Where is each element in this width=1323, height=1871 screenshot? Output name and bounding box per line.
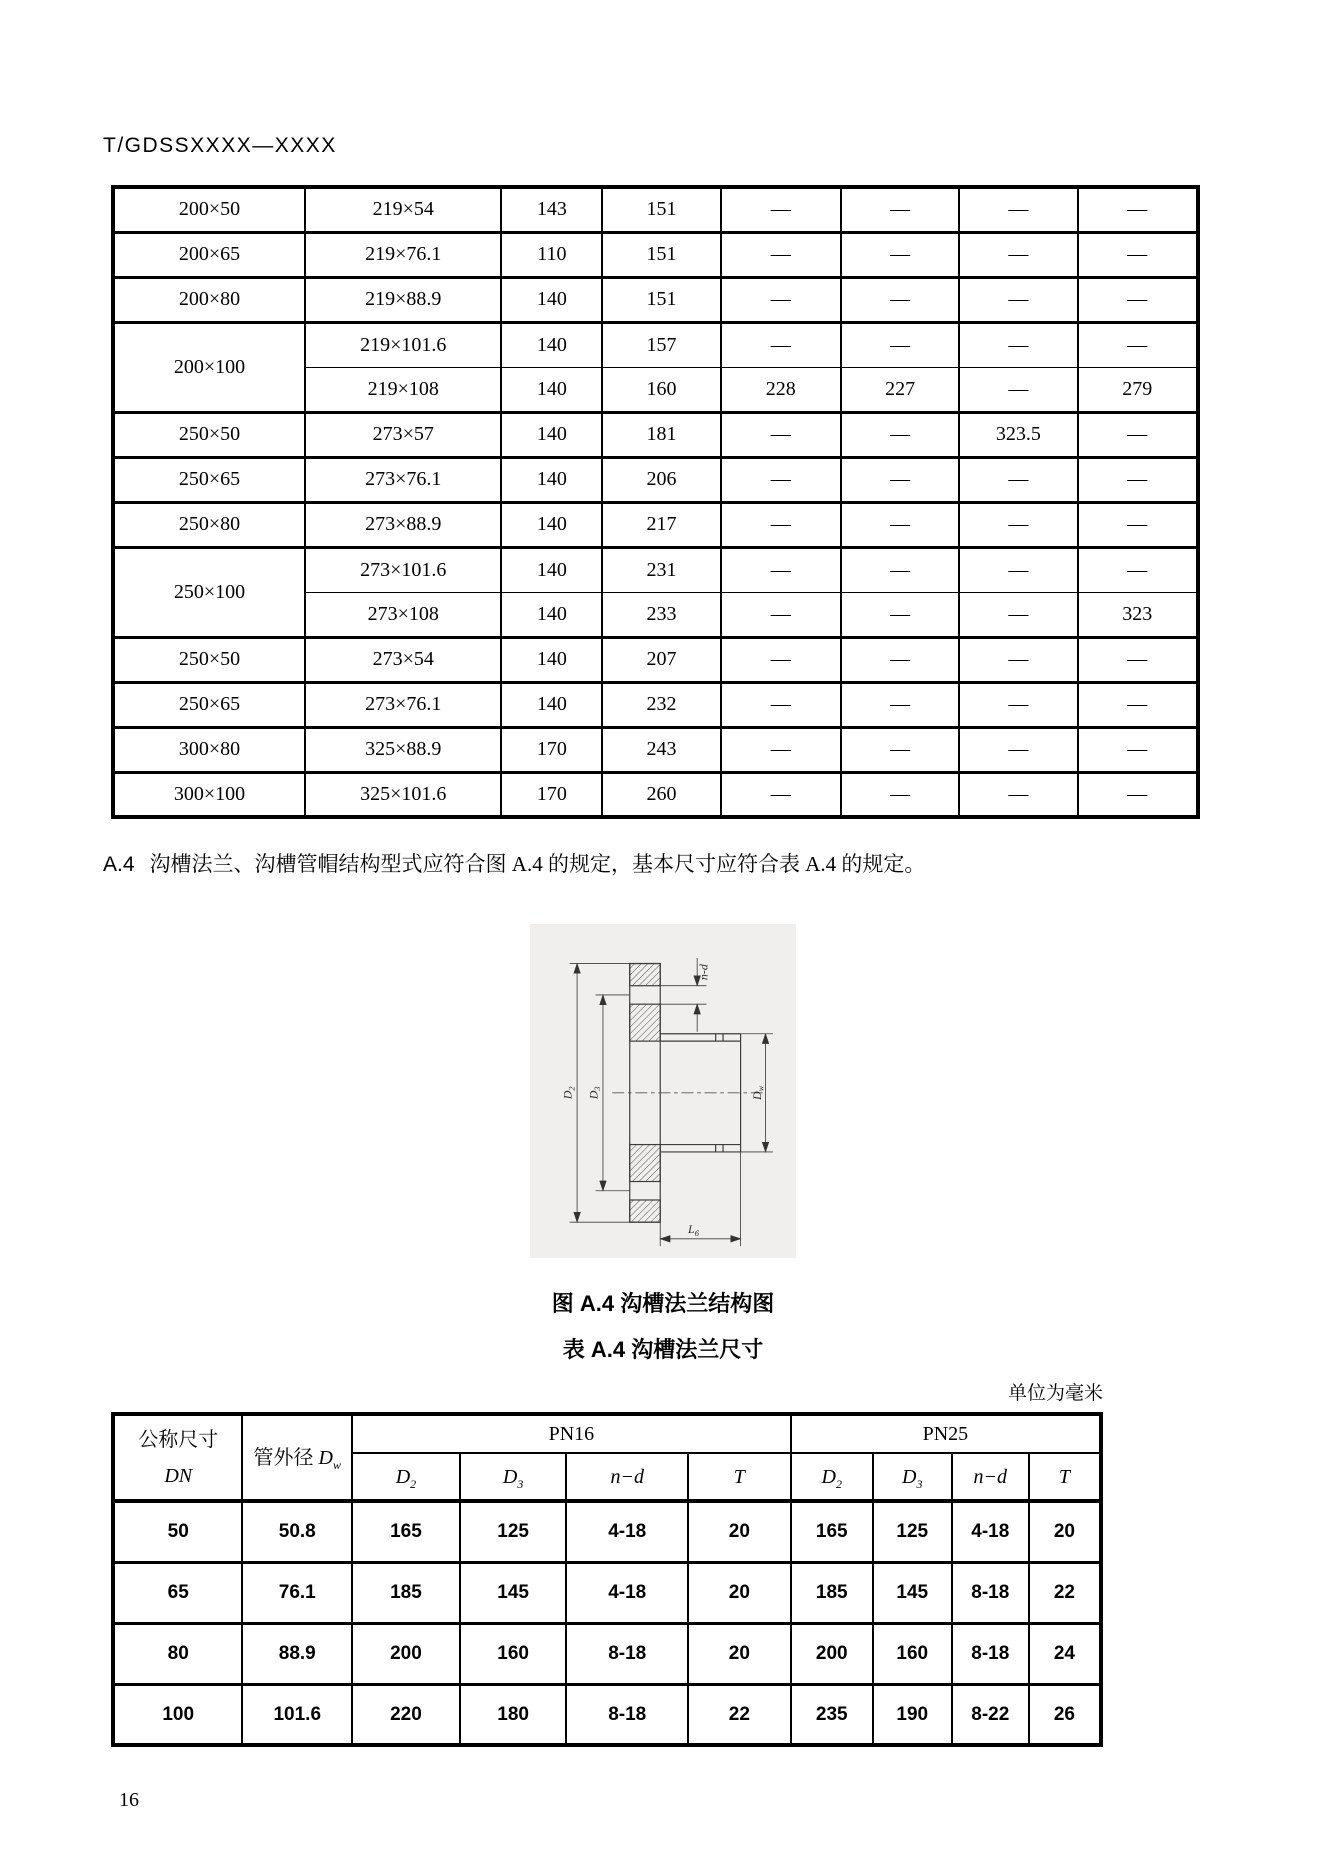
table-cell: 235	[791, 1684, 873, 1745]
table-cell: n−d	[952, 1453, 1029, 1501]
table-cell: 233	[602, 592, 720, 637]
table-cell: 273×108	[305, 592, 501, 637]
table-cell: —	[721, 277, 841, 322]
table-cell: —	[1078, 232, 1199, 277]
dim-label-dw: $D_w$	[749, 1086, 766, 1101]
table-cell: 300×100	[113, 772, 305, 817]
table-cell: n−d	[566, 1453, 688, 1501]
table-cell: 125	[873, 1501, 952, 1562]
table-cell: $D_3$	[460, 1453, 567, 1501]
table-cell: —	[841, 187, 959, 232]
table-cell: 181	[602, 412, 720, 457]
table-cell: 8-18	[566, 1623, 688, 1684]
table-cell: 8-22	[952, 1684, 1029, 1745]
table-cell: —	[721, 502, 841, 547]
table-cell: —	[959, 277, 1077, 322]
table-cell: —	[1078, 457, 1199, 502]
table-cell: —	[959, 547, 1077, 592]
table-cell: 231	[602, 547, 720, 592]
table-cell: —	[959, 727, 1077, 772]
table-cell: 250×50	[113, 412, 305, 457]
table-cell: 217	[602, 502, 720, 547]
table-cell: 76.1	[242, 1562, 352, 1623]
table-cell: $D_2$	[352, 1453, 460, 1501]
table-cell: 219×101.6	[305, 322, 501, 367]
table-cell: 88.9	[242, 1623, 352, 1684]
table-cell: 140	[501, 547, 602, 592]
table-cell: 65	[113, 1562, 242, 1623]
table-cell: —	[721, 592, 841, 637]
table-cell: 20	[688, 1501, 791, 1562]
table-cell: 4-18	[952, 1501, 1029, 1562]
table-cell: —	[1078, 637, 1199, 682]
table-cell: 20	[688, 1623, 791, 1684]
clause-label: A.4	[103, 853, 135, 876]
table-cell: 26	[1029, 1684, 1101, 1745]
flange-table-section	[111, 1378, 1103, 1747]
table-cell: —	[841, 232, 959, 277]
table-cell: 219×76.1	[305, 232, 501, 277]
table-cell: —	[1078, 682, 1199, 727]
table-cell: 227	[841, 367, 959, 412]
table-cell: —	[721, 412, 841, 457]
table-cell: 8-18	[952, 1562, 1029, 1623]
table-cell: 145	[873, 1562, 952, 1623]
table-cell: 140	[501, 637, 602, 682]
table-cell: 170	[501, 727, 602, 772]
table-cell: 200×100	[113, 322, 305, 412]
table-cell: 157	[602, 322, 720, 367]
table-cell: T	[688, 1453, 791, 1501]
table-cell: 151	[602, 187, 720, 232]
table-cell: —	[959, 232, 1077, 277]
table-cell: —	[841, 502, 959, 547]
table-cell: 101.6	[242, 1684, 352, 1745]
table-cell: 220	[352, 1684, 460, 1745]
table-cell: 151	[602, 232, 720, 277]
table-cell: 24	[1029, 1623, 1101, 1684]
table-cell: 140	[501, 412, 602, 457]
table-cell: —	[959, 772, 1077, 817]
table-cell: —	[959, 682, 1077, 727]
table-cell: —	[959, 637, 1077, 682]
clause-paragraph	[103, 850, 1223, 879]
table-cell: 8-18	[566, 1684, 688, 1745]
table-cell: 250×65	[113, 682, 305, 727]
table-cell: —	[721, 232, 841, 277]
table-cell: —	[841, 412, 959, 457]
table-cell: —	[959, 187, 1077, 232]
table-cell: 100	[113, 1684, 242, 1745]
table-cell: —	[721, 187, 841, 232]
table-cell: 250×65	[113, 457, 305, 502]
table-cell: —	[1078, 772, 1199, 817]
table-cell: 管外径 $D_w$	[242, 1414, 352, 1501]
table-cell: 232	[602, 682, 720, 727]
table-cell: 273×101.6	[305, 547, 501, 592]
table-cell: 200×80	[113, 277, 305, 322]
table-cell: 323	[1078, 592, 1199, 637]
table-cell: 279	[1078, 367, 1199, 412]
table-cell: 325×88.9	[305, 727, 501, 772]
table-cell: —	[1078, 502, 1199, 547]
table-cell: 273×54	[305, 637, 501, 682]
table-cell: $D_2$	[791, 1453, 873, 1501]
dim-label-l6: $L_6$	[688, 1222, 699, 1239]
page-number: 16	[119, 1789, 139, 1812]
table-cell: 228	[721, 367, 841, 412]
table-cell: PN16	[352, 1414, 791, 1453]
table-caption: 表 A.4 沟槽法兰尺寸	[562, 1337, 764, 1363]
table-cell: —	[959, 367, 1077, 412]
table-cell: 219×108	[305, 367, 501, 412]
table-cell: 165	[791, 1501, 873, 1562]
table-cell: 80	[113, 1623, 242, 1684]
table-cell: 219×88.9	[305, 277, 501, 322]
table-cell: —	[721, 547, 841, 592]
table-cell: —	[841, 457, 959, 502]
table-cell: 160	[460, 1623, 567, 1684]
table-cell: 151	[602, 277, 720, 322]
table-cell: —	[841, 592, 959, 637]
table-cell: —	[721, 772, 841, 817]
dim-label-d3: $D_3$	[586, 1086, 603, 1100]
table-cell: 185	[791, 1562, 873, 1623]
table-cell: —	[1078, 412, 1199, 457]
table-cell: 50	[113, 1501, 242, 1562]
table-cell: —	[841, 277, 959, 322]
table-cell: —	[721, 322, 841, 367]
table-cell: 273×88.9	[305, 502, 501, 547]
table-cell: 公称尺寸 DN	[113, 1414, 242, 1501]
table-cell: —	[1078, 187, 1199, 232]
table-cell: 190	[873, 1684, 952, 1745]
table-cell: —	[721, 457, 841, 502]
table-cell: —	[1078, 277, 1199, 322]
table-cell: 323.5	[959, 412, 1077, 457]
table-cell: 143	[501, 187, 602, 232]
table-cell: 110	[501, 232, 602, 277]
table-cell: 4-18	[566, 1501, 688, 1562]
table-cell: 273×57	[305, 412, 501, 457]
table-cell: 260	[602, 772, 720, 817]
table-cell: 140	[501, 322, 602, 367]
table-cell: 22	[1029, 1562, 1101, 1623]
figure-panel	[530, 924, 796, 1258]
table-cell: —	[959, 322, 1077, 367]
table-cell: —	[1078, 547, 1199, 592]
dim-label-nd: n-d	[696, 964, 711, 981]
figure-caption: 图 A.4 沟槽法兰结构图	[551, 1291, 775, 1317]
table-cell: 140	[501, 367, 602, 412]
table-cell: 140	[501, 682, 602, 727]
table-cell: 170	[501, 772, 602, 817]
table-cell: 200	[791, 1623, 873, 1684]
table-cell: 207	[602, 637, 720, 682]
table-cell: 50.8	[242, 1501, 352, 1562]
table-cell: 200	[352, 1623, 460, 1684]
table-cell: —	[841, 772, 959, 817]
table-cell: —	[721, 727, 841, 772]
table-cell: 22	[688, 1684, 791, 1745]
table-cell: —	[959, 457, 1077, 502]
table-cell: 145	[460, 1562, 567, 1623]
fitting-dimensions-continued-table	[111, 185, 1200, 819]
dim-label-d2: $D_2$	[560, 1086, 577, 1100]
table-cell: 300×80	[113, 727, 305, 772]
table-cell: 165	[352, 1501, 460, 1562]
table-cell: 273×76.1	[305, 457, 501, 502]
table-cell: 140	[501, 457, 602, 502]
table-cell: —	[841, 682, 959, 727]
table-cell: —	[959, 502, 1077, 547]
table-cell: 180	[460, 1684, 567, 1745]
units-note: 单位为毫米	[1007, 1383, 1103, 1405]
table-cell: 206	[602, 457, 720, 502]
table-cell: 8-18	[952, 1623, 1029, 1684]
table-cell: 20	[688, 1562, 791, 1623]
table-cell: 243	[602, 727, 720, 772]
table-cell: T	[1029, 1453, 1101, 1501]
table-cell: 4-18	[566, 1562, 688, 1623]
table-cell: —	[1078, 322, 1199, 367]
table-cell: 185	[352, 1562, 460, 1623]
flange-drawing-svg	[542, 928, 784, 1254]
table-cell: 200×50	[113, 187, 305, 232]
table-cell: 125	[460, 1501, 567, 1562]
table-cell: —	[721, 637, 841, 682]
table-cell: 140	[501, 277, 602, 322]
table-cell: PN25	[791, 1414, 1101, 1453]
table-cell: 160	[602, 367, 720, 412]
table-cell: —	[841, 727, 959, 772]
table-cell: —	[841, 322, 959, 367]
table-cell: 325×101.6	[305, 772, 501, 817]
table-cell: 250×80	[113, 502, 305, 547]
table-cell: —	[841, 547, 959, 592]
table-cell: 20	[1029, 1501, 1101, 1562]
table-cell: 250×100	[113, 547, 305, 637]
table-cell: 140	[501, 592, 602, 637]
table-cell: 200×65	[113, 232, 305, 277]
table-cell: 160	[873, 1623, 952, 1684]
table-cell: —	[1078, 727, 1199, 772]
table-cell: $D_3$	[873, 1453, 952, 1501]
table-cell: —	[721, 682, 841, 727]
table-cell: 250×50	[113, 637, 305, 682]
table-cell: 140	[501, 502, 602, 547]
clause-text: 沟槽法兰、沟槽管帽结构型式应符合图 A.4 的规定，基本尺寸应符合表 A.4 的规定。	[149, 852, 926, 876]
grooved-flange-dimensions-table	[111, 1412, 1103, 1747]
standard-number: T/GDSSXXXX—XXXX	[103, 134, 337, 157]
table-cell: —	[959, 592, 1077, 637]
table-cell: —	[841, 637, 959, 682]
table-cell: 219×54	[305, 187, 501, 232]
dimension-lines	[570, 958, 773, 1246]
table-cell: 273×76.1	[305, 682, 501, 727]
